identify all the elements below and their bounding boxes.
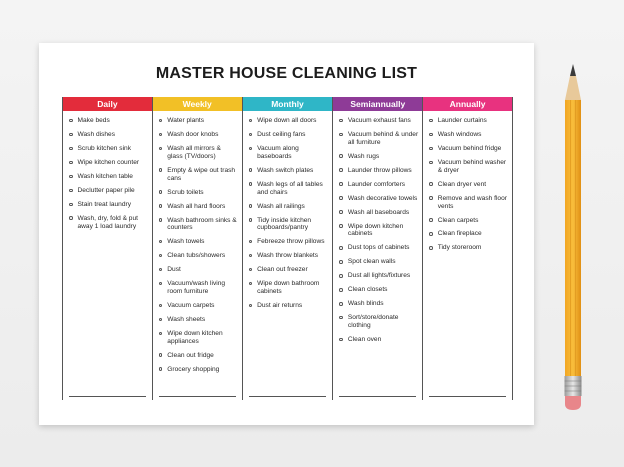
task-label: Wash decorative towels (347, 194, 418, 202)
task-label: Vacuum carpets (167, 302, 215, 310)
task-item (67, 145, 148, 153)
bullet-circle-icon (429, 182, 433, 186)
columns-container (62, 97, 513, 400)
task-item (247, 252, 329, 260)
bullet-circle-icon (429, 218, 433, 222)
task-label: Clean out fridge (167, 351, 214, 359)
bullet-circle-icon (339, 288, 343, 292)
bullet-circle-icon (69, 133, 73, 137)
task-item (157, 366, 238, 374)
task-label: Launder comforters (347, 180, 406, 188)
task-item (427, 217, 508, 225)
bullet-circle-icon (249, 168, 253, 172)
bullet-circle-icon (159, 254, 163, 258)
task-item (67, 159, 148, 167)
column-header-daily: Daily (63, 97, 152, 111)
bullet-circle-icon (249, 182, 253, 186)
task-item (337, 314, 418, 330)
task-label: Clean tubs/showers (167, 252, 226, 260)
task-item (247, 181, 329, 197)
bullet-circle-icon (339, 168, 343, 172)
task-item (247, 302, 329, 310)
task-item (427, 145, 508, 153)
task-label: Wash all mirrors & glass (TV/doors) (167, 144, 221, 160)
column-footer-line (429, 396, 506, 397)
bullet-circle-icon (249, 119, 253, 123)
task-item (157, 145, 238, 161)
task-item (157, 330, 238, 346)
bullet-circle-icon (159, 332, 163, 336)
task-item (157, 117, 238, 125)
task-label: Clean carpets (437, 216, 479, 224)
bullet-circle-icon (339, 224, 343, 228)
task-item (337, 223, 418, 239)
column-header-annually: Annually (423, 97, 512, 111)
task-label: Wash rugs (347, 152, 380, 160)
bullet-circle-icon (339, 302, 343, 306)
bullet-circle-icon (69, 203, 73, 207)
task-item (247, 145, 329, 161)
bullet-circle-icon (69, 161, 73, 165)
task-label: Wash, dry, fold & put away 1 load laundry (77, 214, 138, 230)
task-label: Stain treat laundry (77, 200, 132, 208)
task-label: Wash sheets (167, 316, 206, 323)
bullet-circle-icon (69, 119, 73, 123)
bullet-circle-icon (159, 168, 163, 172)
task-label: Wash throw blankets (257, 252, 319, 260)
task-item (337, 167, 418, 175)
task-label: Wash door knobs (167, 130, 219, 138)
task-item (67, 173, 148, 181)
task-label: Dust ceiling fans (257, 130, 306, 138)
task-label: Water plants (167, 117, 205, 124)
bullet-circle-icon (159, 353, 163, 357)
column-header-weekly: Weekly (153, 97, 242, 111)
task-item (337, 272, 418, 280)
bullet-circle-icon (429, 133, 433, 137)
task-item (67, 201, 148, 209)
column-footer-line (69, 396, 146, 397)
task-label: Make beds (77, 117, 110, 124)
task-item (337, 131, 418, 147)
bullet-circle-icon (339, 210, 343, 214)
column-footer-line (339, 396, 416, 397)
task-item (427, 244, 508, 252)
task-item (247, 117, 329, 125)
task-label: Grocery shopping (167, 365, 220, 373)
task-label: Dust air returns (257, 302, 303, 310)
task-label: Wipe kitchen counter (77, 158, 140, 166)
bullet-circle-icon (249, 218, 253, 222)
task-label: Clean oven (347, 336, 382, 344)
task-item (157, 131, 238, 139)
column-monthly (242, 97, 333, 400)
task-label: Scrub toilets (167, 188, 204, 196)
task-label: Vacuum/wash living room furniture (167, 280, 226, 296)
bullet-circle-icon (69, 147, 73, 151)
task-item (247, 266, 329, 274)
task-label: Dust tops of cabinets (347, 244, 410, 252)
column-footer-line (249, 396, 327, 397)
task-list (333, 111, 422, 344)
bullet-circle-icon (69, 189, 73, 193)
task-label: Clean out freezer (257, 266, 308, 274)
task-item (247, 203, 329, 211)
task-label: Sort/store/donate clothing (347, 314, 399, 330)
bullet-circle-icon (159, 282, 163, 286)
task-label: Dust all lights/fixtures (347, 272, 411, 280)
task-label: Launder curtains (437, 117, 487, 124)
bullet-circle-icon (429, 161, 433, 165)
bullet-circle-icon (339, 316, 343, 320)
task-item (247, 167, 329, 175)
task-label: Wipe down all doors (257, 117, 317, 124)
task-label: Clean closets (347, 286, 388, 294)
task-list (243, 111, 333, 310)
task-label: Wash switch plates (257, 166, 314, 174)
task-item (337, 181, 418, 189)
task-label: Wash legs of all tables and chairs (257, 180, 323, 196)
bullet-circle-icon (159, 367, 163, 371)
bullet-circle-icon (339, 182, 343, 186)
bullet-circle-icon (159, 268, 163, 272)
task-item (337, 244, 418, 252)
bullet-circle-icon (249, 204, 253, 208)
task-label: Wash all railings (257, 202, 305, 210)
bullet-circle-icon (429, 147, 433, 151)
task-item (67, 131, 148, 139)
column-daily (62, 97, 152, 400)
task-item (67, 187, 148, 195)
bullet-circle-icon (69, 216, 73, 220)
cleaning-list-sheet (39, 43, 534, 425)
bullet-circle-icon (249, 282, 253, 286)
bullet-circle-icon (249, 133, 253, 137)
bullet-circle-icon (339, 274, 343, 278)
column-annually (422, 97, 513, 400)
task-label: Tidy inside kitchen cupboards/pantry (257, 216, 312, 232)
task-label: Dust (167, 266, 181, 274)
task-item (157, 189, 238, 197)
task-item (157, 217, 238, 233)
task-item (157, 252, 238, 260)
task-label: Wipe down kitchen cabinets (347, 222, 404, 238)
task-label: Spot clean walls (347, 258, 396, 266)
page-title: MASTER HOUSE CLEANING LIST (155, 65, 418, 82)
bullet-circle-icon (159, 119, 163, 123)
task-item (67, 215, 148, 231)
task-label: Febreeze throw pillows (257, 238, 325, 246)
task-item (427, 159, 508, 175)
task-label: Empty & wipe out trash cans (167, 166, 236, 182)
task-item (157, 266, 238, 274)
task-label: Tidy storeroom (437, 244, 482, 252)
task-item (247, 238, 329, 246)
task-list (423, 111, 512, 252)
task-label: Clean fireplace (437, 230, 482, 238)
task-item (337, 336, 418, 344)
task-label: Launder throw pillows (347, 166, 412, 174)
bullet-circle-icon (159, 304, 163, 308)
bullet-circle-icon (429, 232, 433, 236)
task-label: Wash blinds (347, 300, 384, 308)
task-list (153, 111, 242, 374)
task-item (337, 153, 418, 161)
bullet-circle-icon (339, 260, 343, 264)
bullet-circle-icon (339, 196, 343, 200)
bullet-circle-icon (159, 133, 163, 137)
column-header-semiannually: Semiannually (333, 97, 422, 111)
task-item (157, 352, 238, 360)
task-label: Vacuum behind & under all furniture (347, 130, 419, 146)
task-item (157, 167, 238, 183)
task-item (157, 203, 238, 211)
bullet-circle-icon (249, 254, 253, 258)
task-item (427, 230, 508, 238)
task-item (247, 280, 329, 296)
task-label: Wash bathroom sinks & counters (167, 216, 237, 232)
task-label: Wash dishes (77, 130, 116, 138)
bullet-circle-icon (339, 246, 343, 250)
task-item (157, 316, 238, 324)
bullet-circle-icon (339, 133, 343, 137)
task-label: Vacuum behind fridge (437, 144, 502, 152)
task-item (427, 131, 508, 139)
column-footer-line (159, 396, 236, 397)
task-item (337, 300, 418, 308)
task-label: Wash all baseboards (347, 208, 410, 216)
task-item (427, 195, 508, 211)
column-semiannually (332, 97, 422, 400)
bullet-circle-icon (159, 318, 163, 322)
bullet-circle-icon (249, 304, 253, 308)
task-item (427, 181, 508, 189)
bullet-circle-icon (159, 218, 163, 222)
task-item (337, 209, 418, 217)
task-label: Wipe down bathroom cabinets (257, 280, 320, 296)
task-item (247, 217, 329, 233)
task-item (337, 258, 418, 266)
bullet-circle-icon (159, 147, 163, 151)
bullet-circle-icon (429, 196, 433, 200)
bullet-circle-icon (159, 240, 163, 244)
task-label: Vacuum behind washer & dryer (437, 158, 507, 174)
bullet-circle-icon (339, 154, 343, 158)
task-item (337, 117, 418, 125)
task-label: Clean dryer vent (437, 180, 487, 188)
task-label: Remove and wash floor vents (437, 194, 507, 210)
pencil-icon (553, 62, 593, 414)
task-item (157, 302, 238, 310)
task-list (63, 111, 152, 230)
bullet-circle-icon (249, 147, 253, 151)
bullet-circle-icon (159, 204, 163, 208)
task-item (337, 286, 418, 294)
task-item (67, 117, 148, 125)
task-label: Vacuum exhaust fans (347, 117, 411, 124)
task-label: Wash all hard floors (167, 202, 226, 210)
task-label: Wash windows (437, 130, 482, 138)
task-item (247, 131, 329, 139)
bullet-circle-icon (429, 119, 433, 123)
task-item (157, 280, 238, 296)
task-label: Wash towels (167, 238, 205, 246)
task-label: Scrub kitchen sink (77, 144, 132, 152)
bullet-circle-icon (249, 268, 253, 272)
task-item (157, 238, 238, 246)
column-header-monthly: Monthly (243, 97, 333, 111)
bullet-circle-icon (69, 175, 73, 179)
bullet-circle-icon (249, 240, 253, 244)
task-item (427, 117, 508, 125)
bullet-circle-icon (339, 338, 343, 342)
task-item (337, 195, 418, 203)
task-label: Declutter paper pile (77, 186, 135, 194)
bullet-circle-icon (159, 190, 163, 194)
task-label: Wash kitchen table (77, 172, 133, 180)
task-label: Vacuum along baseboards (257, 144, 299, 160)
bullet-circle-icon (339, 119, 343, 123)
bullet-circle-icon (429, 246, 433, 250)
task-label: Wipe down kitchen appliances (167, 329, 223, 345)
column-weekly (152, 97, 242, 400)
